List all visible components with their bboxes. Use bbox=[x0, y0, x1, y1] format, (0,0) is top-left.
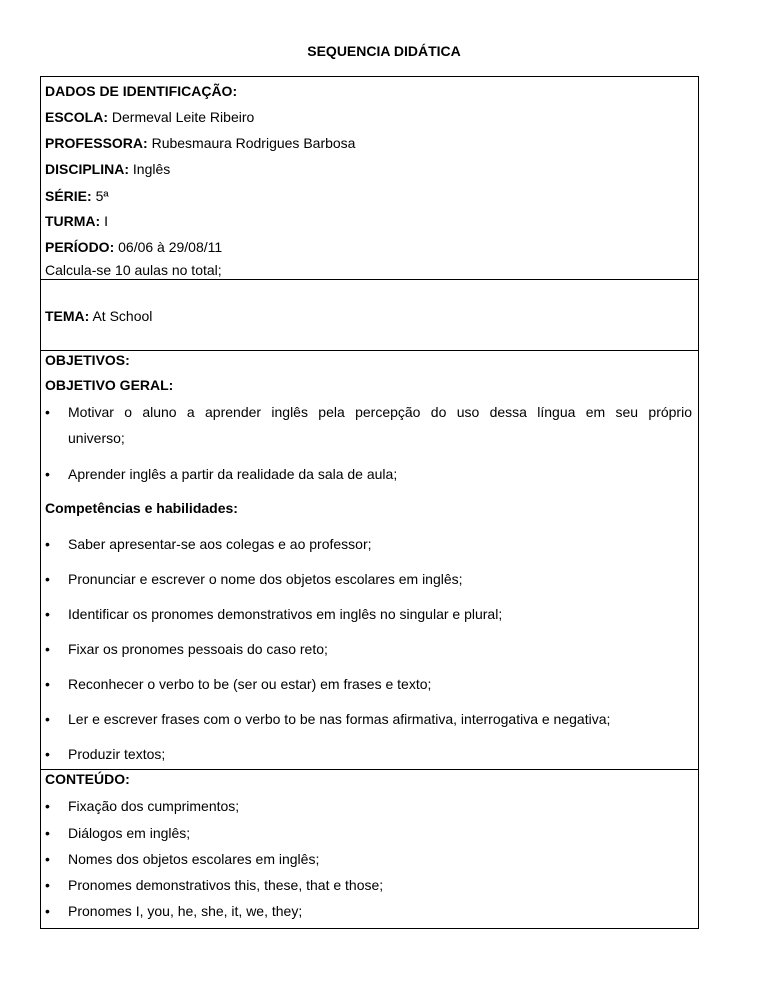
general-objective-item-2: Aprender inglês a partir da realidade da sala de aula; bbox=[68, 466, 398, 482]
period-label: PERÍODO: bbox=[45, 239, 115, 255]
period-value: 06/06 à 29/08/11 bbox=[118, 239, 223, 255]
competencies-heading: Competências e habilidades: bbox=[45, 500, 238, 516]
theme-row bbox=[45, 307, 152, 325]
bullet-icon: • bbox=[45, 877, 50, 893]
class-row bbox=[45, 212, 108, 230]
identification-section bbox=[40, 76, 699, 280]
competency-item: Identificar os pronomes demonstrativos em inglês no singular e plural; bbox=[68, 606, 503, 622]
class-value: I bbox=[104, 213, 108, 229]
subject-value: Inglês bbox=[132, 161, 171, 177]
subject-label: DISCIPLINA: bbox=[45, 161, 129, 177]
bullet-icon: • bbox=[45, 606, 50, 622]
page-title: SEQUENCIA DIDÁTICA bbox=[307, 43, 461, 59]
school-value: Dermeval Leite Ribeiro bbox=[111, 109, 255, 125]
content-item: Pronomes I, you, he, she, it, we, they; bbox=[68, 903, 303, 919]
competency-item: Produzir textos; bbox=[68, 746, 166, 762]
bullet-icon: • bbox=[45, 536, 50, 552]
general-objective-item-1-line-1: Motivar o aluno a aprender inglês pela percepção do uso dessa língua em seu próprio bbox=[68, 404, 692, 420]
content-item: Fixação dos cumprimentos; bbox=[68, 798, 240, 814]
competency-item: Saber apresentar-se aos colegas e ao professor; bbox=[68, 536, 372, 552]
general-objective-heading: OBJETIVO GERAL: bbox=[45, 377, 174, 393]
theme-label: TEMA: bbox=[45, 308, 90, 324]
grade-row bbox=[45, 187, 109, 205]
bullet-icon: • bbox=[45, 798, 50, 814]
bullet-icon: • bbox=[45, 676, 50, 692]
objectives-section bbox=[40, 350, 699, 770]
class-label: TURMA: bbox=[45, 213, 101, 229]
content-section bbox=[40, 769, 699, 929]
lessons-note: Calcula-se 10 aulas no total; bbox=[45, 262, 222, 278]
school-label: ESCOLA: bbox=[45, 109, 108, 125]
grade-value: 5ª bbox=[95, 188, 109, 204]
school-row bbox=[45, 108, 254, 126]
competency-item: Ler e escrever frases com o verbo to be nas formas afirmativa, interrogativa e negativa; bbox=[68, 711, 611, 727]
competency-item: Fixar os pronomes pessoais do caso reto; bbox=[68, 641, 328, 657]
grade-label: SÉRIE: bbox=[45, 188, 92, 204]
theme-section bbox=[40, 279, 699, 351]
bullet-icon: • bbox=[45, 746, 50, 762]
teacher-value: Rubesmaura Rodrigues Barbosa bbox=[151, 135, 356, 151]
general-objective-item-1-line-2: universo; bbox=[68, 430, 125, 446]
teacher-row bbox=[45, 134, 355, 152]
period-row bbox=[45, 238, 222, 256]
bullet-icon: • bbox=[45, 825, 50, 841]
competency-item: Pronunciar e escrever o nome dos objetos escolares em inglês; bbox=[68, 571, 463, 587]
objectives-heading: OBJETIVOS: bbox=[45, 352, 130, 368]
content-item: Diálogos em inglês; bbox=[68, 825, 191, 841]
identification-heading: DADOS DE IDENTIFICAÇÃO: bbox=[45, 83, 238, 99]
bullet-icon: • bbox=[45, 641, 50, 657]
bullet-icon: • bbox=[45, 851, 50, 867]
teacher-label: PROFESSORA: bbox=[45, 135, 148, 151]
bullet-icon: • bbox=[45, 571, 50, 587]
bullet-icon: • bbox=[45, 466, 50, 482]
competency-item: Reconhecer o verbo to be (ser ou estar) em frases e texto; bbox=[68, 676, 432, 692]
bullet-icon: • bbox=[45, 711, 50, 727]
bullet-icon: • bbox=[45, 903, 50, 919]
bullet-icon: • bbox=[45, 404, 50, 420]
subject-row bbox=[45, 160, 170, 178]
content-heading: CONTEÚDO: bbox=[45, 771, 130, 787]
content-item: Nomes dos objetos escolares em inglês; bbox=[68, 851, 320, 867]
theme-value: At School bbox=[92, 308, 153, 324]
content-item: Pronomes demonstrativos this, these, that e those; bbox=[68, 877, 384, 893]
